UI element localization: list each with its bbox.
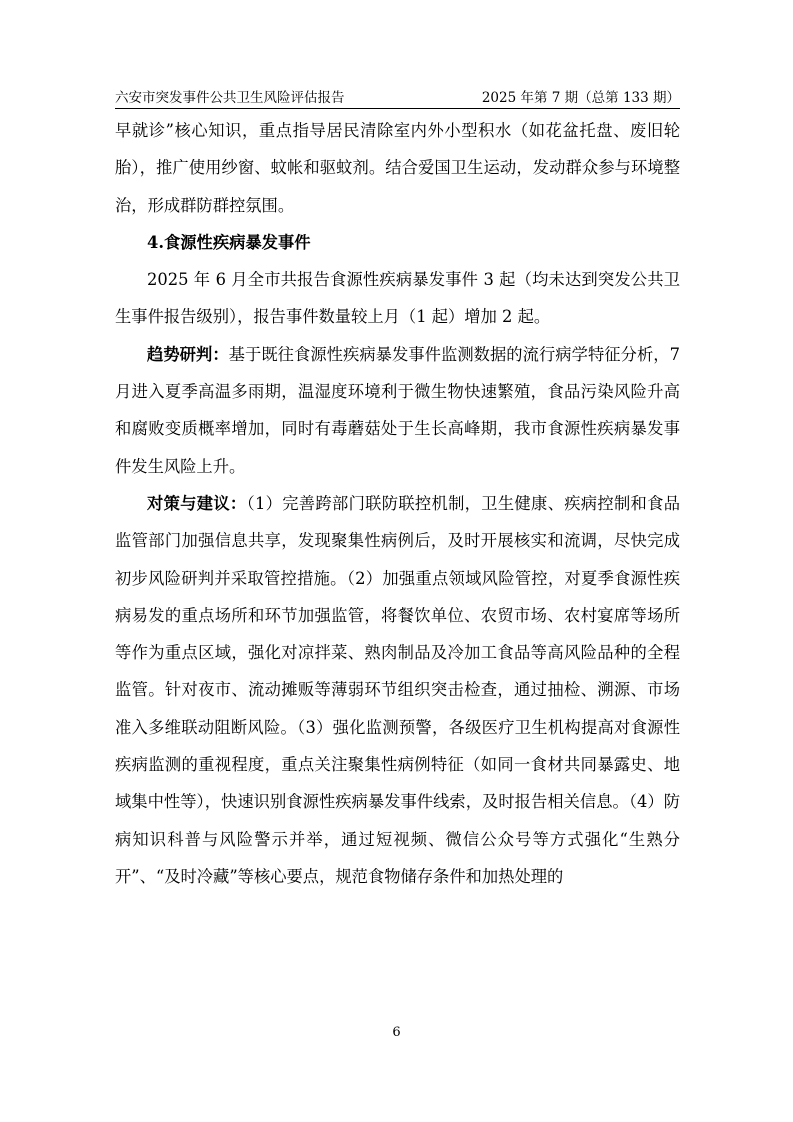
- trend-text: 基于既往食源性疾病暴发事件监测数据的流行病学特征分析，7 月进入夏季高温多雨期，温湿度环境利于微生物快速繁殖，食品污染风险升高和腐败变质概率增加，同时有毒蘑菇处于生长高峰期，我市食源性疾病暴发事件发生风险上升。: [115, 344, 680, 476]
- trend-paragraph: [115, 336, 680, 485]
- section-heading: 4.食源性疾病暴发事件: [147, 232, 311, 252]
- page-header: [115, 82, 680, 109]
- trend-label: 趋势研判：: [147, 344, 229, 364]
- advice-label: 对策与建议：: [147, 493, 247, 513]
- advice-paragraph: [115, 485, 680, 895]
- summary-paragraph: 2025 年 6 月全市共报告食源性疾病暴发事件 3 起（均未达到突发公共卫生事件报告级别），报告事件数量较上月（1 起）增加 2 起。: [115, 270, 680, 327]
- report-title: 六安市突发事件公共卫生风险评估报告: [115, 90, 345, 106]
- page-number: 6: [392, 1025, 401, 1040]
- issue-number: 2025 年第 7 期（总第 133 期）: [481, 90, 680, 106]
- continued-paragraph: 早就诊”核心知识，重点指导居民清除室内外小型积水（如花盆托盘、废旧轮胎），推广使用纱窗、蚊帐和驱蚊剂。结合爱国卫生运动，发动群众参与环境整治，形成群防群控氛围。: [115, 121, 680, 215]
- page-content: [115, 112, 680, 895]
- advice-text: （1）完善跨部门联防联控机制，卫生健康、疾病控制和食品监管部门加强信息共享，发现聚集性病例后，及时开展核实和流调，尽快完成初步风险研判并采取管控措施。（2）加强重点领域风险管控，对夏季食源性疾病易发的重点场所和环节加强监管，将餐饮单位、农贸市场、农村宴席等场所等作为重点区域，强化对凉拌菜、熟肉制品及冷加工食品等高风险品种的全程监管。针对夜市、流动摊贩等薄弱环节组织突击检查，通过抽检、溯源、市场准入多维联动阻断风险。（3）强化监测预警，各级医疗卫生机构提高对食源性疾病监测的重视程度，重点关注聚集性病例特征（如同一食材共同暴露史、地域集中性等），快速识别食源性疾病暴发事件线索，及时报告相关信息。（4）防病知识科普与风险警示并举，通过短视频、微信公众号等方式强化“生熟分开”、“及时冷藏”等核心要点，规范食物储存条件和加热处理的: [115, 493, 680, 886]
